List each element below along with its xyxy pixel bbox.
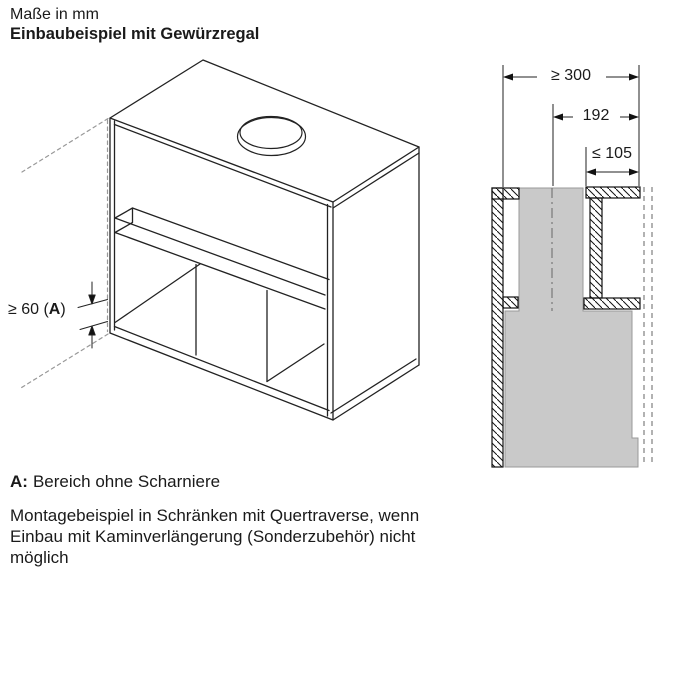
left-top-rail xyxy=(492,188,519,199)
dimension-label-traverse: ≤ 105 xyxy=(592,145,632,162)
dimension-label-hinge-free xyxy=(8,301,66,319)
cross-traverse xyxy=(584,298,640,309)
legend-note xyxy=(10,472,220,492)
shelf xyxy=(115,208,329,309)
mounting-note-paragraph: Montagebeispiel in Schränken mit Quertraverse, wenn Einbau mit Kaminverlängerung (Sonderzubehör) nicht möglich xyxy=(10,506,420,567)
arrow-right-icon xyxy=(629,114,639,121)
dimension-label-center: 192 xyxy=(580,107,613,125)
arrow-right-icon xyxy=(629,74,639,81)
legend-key: A: xyxy=(10,472,28,491)
vent-hole xyxy=(238,117,306,156)
dim-60-suffix: ) xyxy=(60,301,66,318)
isometric-cabinet xyxy=(20,60,419,420)
cross-section xyxy=(492,65,652,467)
arrow-left-icon xyxy=(553,114,563,121)
dim-60-letter: A xyxy=(48,301,61,318)
right-top-rail xyxy=(586,187,640,198)
dim-60-prefix: ≥ 60 ( xyxy=(8,301,49,318)
arrow-right-icon xyxy=(629,169,639,176)
arrow-left-icon xyxy=(586,169,596,176)
dimension-hinge-free-60 xyxy=(78,282,108,348)
left-bottom-rail xyxy=(503,297,518,308)
right-side-panel xyxy=(590,198,602,298)
cabinet-front-dashed-lines xyxy=(644,187,652,464)
left-side-panel xyxy=(492,188,503,467)
arrow-left-icon xyxy=(503,74,513,81)
units-note: Maße in mm xyxy=(10,6,99,23)
figure-title: Einbaubeispiel mit Gewürzregal xyxy=(10,25,260,43)
projection-dashed-lines xyxy=(20,119,108,389)
dimension-label-width: ≥ 300 xyxy=(548,67,594,85)
legend-text: Bereich ohne Scharniere xyxy=(32,472,221,491)
arrow-up-icon xyxy=(89,326,95,335)
shelf-dividers xyxy=(115,264,324,382)
cabinet-outline xyxy=(110,60,419,420)
duct-body-shape xyxy=(505,188,638,467)
